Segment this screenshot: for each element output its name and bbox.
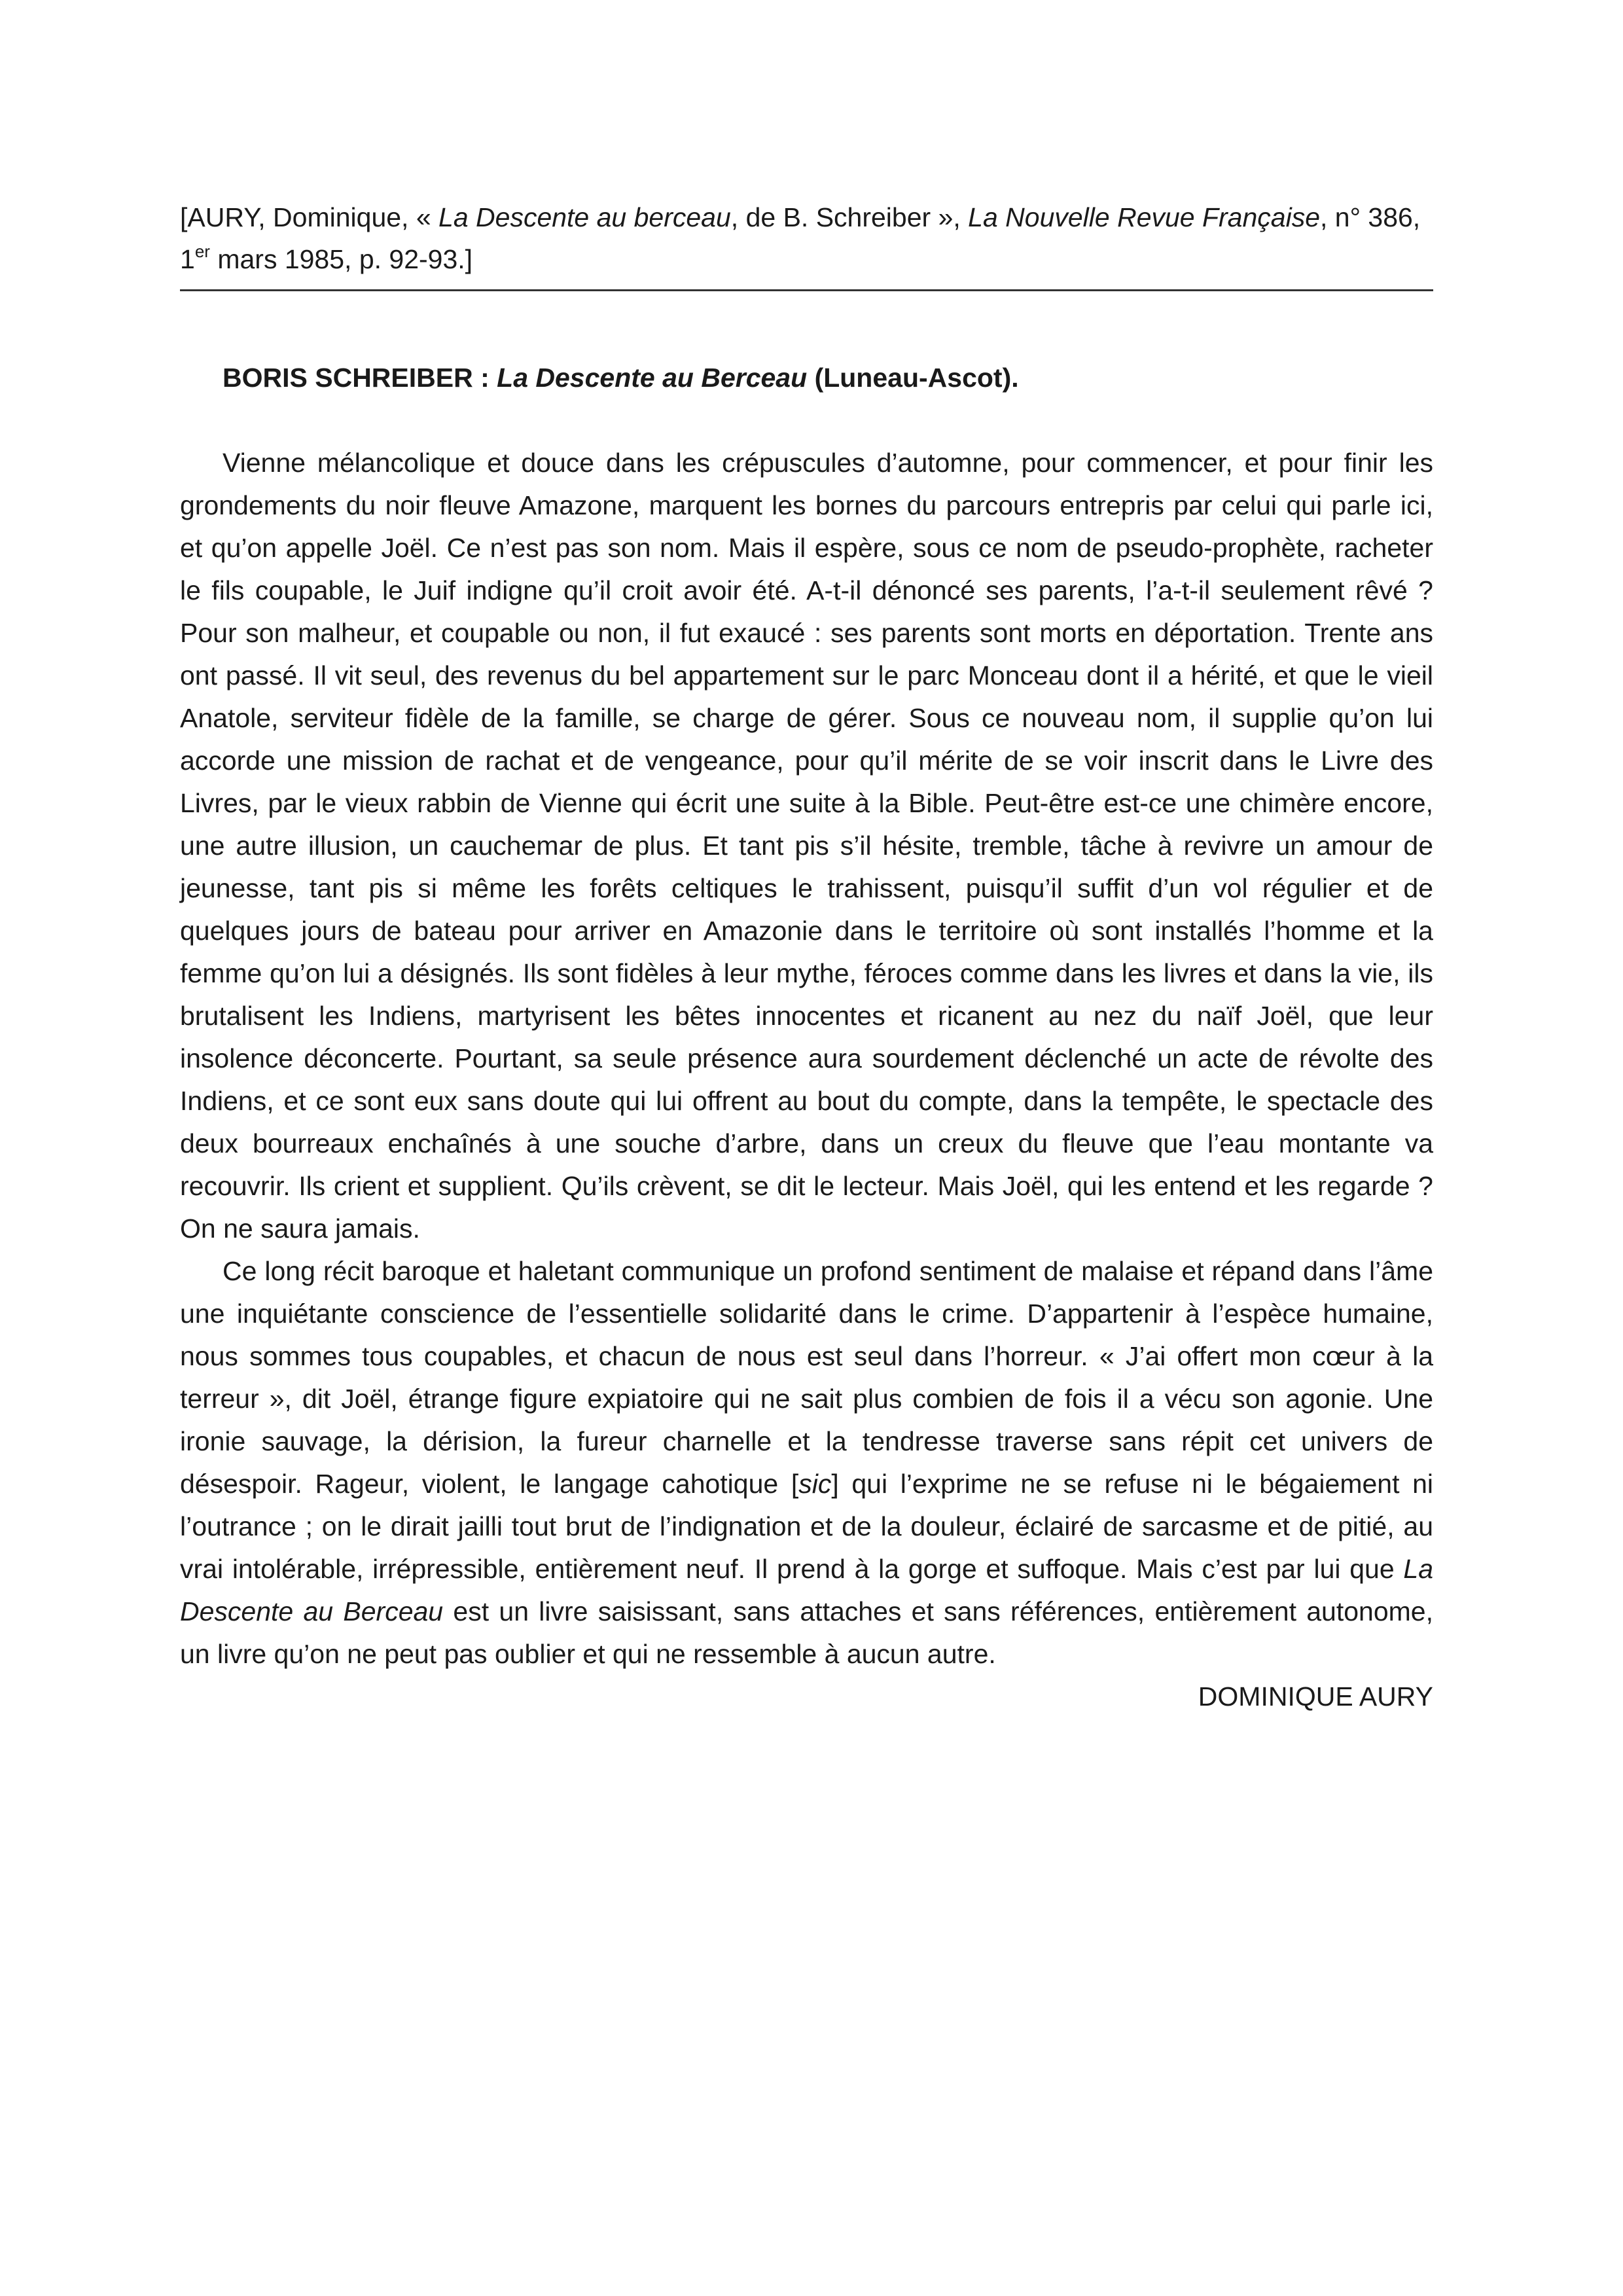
document-page [180, 196, 1433, 1718]
paragraph-2-book-title: La Descente au Berceau [180, 1554, 1433, 1626]
citation-line2-rest: mars 1985, p. 92-93.] [209, 244, 473, 274]
review-heading [180, 357, 1433, 399]
citation-day-suffix: er [194, 242, 210, 261]
paragraph-2-part-1: Ce long récit baroque et haletant communique un profond sentiment de malaise et répand dans l’âme une inquiétante conscience de l’essentielle solidarité dans le crime. D’appartenir à l’espèce humaine, nous sommes tous coupables, et chacun de nous est seul dans l’horreur. « J’ai offert mon cœur à la terreur », dit Joël, étrange figure expiatoire qui ne sait plus combien de fois il a vécu son agonie. Une ironie sauvage, la dérision, la fureur charnelle et la tendresse traverse sans répit cet univers de désespoir. Rageur, violent, le langage cahotique [ [180, 1256, 1433, 1499]
citation-line1-mid: , de B. Schreiber », [730, 202, 969, 232]
paragraph-2-part-3: est un livre saisissant, sans attaches et sans références, entièrement autonome, un livre qu’on ne peut pas oublier et qui ne ressemble à aucun autre. [180, 1596, 1434, 1669]
citation-line1-end: , n° 386, [1320, 202, 1421, 232]
citation-day: 1 [180, 244, 195, 274]
heading-publisher: (Luneau-Ascot). [807, 363, 1019, 393]
author-signature: DOMINIQUE AURY [1198, 1681, 1433, 1712]
heading-title: La Descente au Berceau [497, 363, 808, 393]
citation-journal: La Nouvelle Revue Française [968, 202, 1321, 232]
body-paragraph-1: Vienne mélancolique et douce dans les crépuscules d’automne, pour commencer, et pour finir les grondements du noir fleuve Amazone, marquent les bornes du parcours entrepris par celui qui parle ici, et qu’on appelle Joël. Ce n’est pas son nom. Mais il espère, sous ce nom de pseudo-prophète, racheter le fils coupable, le Juif indigne qu’il croit avoir été. A-t-il dénoncé ses parents, l’a-t-il seulement rêvé ? Pour son malheur, et coupable ou non, il fut exaucé : ses parents sont morts en déportation. Trente ans ont passé. Il vit seul, des revenus du bel appartement sur le parc Monceau dont il a hérité, et que le vieil Anatole, serviteur fidèle de la famille, se charge de gérer. Sous ce nouveau nom, il supplie qu’on lui accorde une mission de rachat et de vengeance, pour qu’il mérite de se voir inscrit dans le Livre des Livres, par le vieux rabbin de Vienne qui écrit une suite à la Bible. Peut-être est-ce une chimère encore, une autre illusion, un cauchemar de plus. Et tant pis s’il hésite, tremble, tâche à revivre un amour de jeunesse, tant pis si même les forêts celtiques le trahissent, puisqu’il suffit d’un vol régulier et de quelques jours de bateau pour arriver en Amazonie dans le territoire où sont installés l’homme et la femme qu’on lui a désignés. Ils sont fidèles à leur mythe, féroces comme dans les livres et dans la vie, ils brutalisent les Indiens, martyrisent les bêtes innocentes et ricanent au nez du naïf Joël, que leur insolence déconcerte. Pourtant, sa seule présence aura sourdement déclenché un acte de révolte des Indiens, et ce sont eux sans doute qui lui offrent au bout du compte, dans la tempête, le spectacle des deux bourreaux enchaînés à une souche d’arbre, dans un creux du fleuve que l’eau montante va recouvrir. Ils crient et supplient. Qu’ils crèvent, se dit le lecteur. Mais Joël, qui les entend et les regarde ? On ne saura jamais. [180, 448, 1433, 1244]
body-paragraph-2 [180, 1250, 1433, 1676]
citation-book-title: La Descente au berceau [438, 202, 731, 232]
sic-annotation: sic [798, 1469, 832, 1499]
bibliographic-citation [180, 196, 1433, 291]
citation-line1-start: [AURY, Dominique, « [180, 202, 439, 232]
review-body [180, 442, 1433, 1676]
heading-author: BORIS SCHREIBER : [223, 363, 497, 393]
paragraph-2-part-2: ] qui l’exprime ne se refuse ni le bégaiement ni l’outrance ; on le dirait jailli tout brut de l’indignation et de la douleur, éclairé de sarcasme et de pitié, au vrai intolérable, irrépressible, entièrement neuf. Il prend à la gorge et suffoque. Mais c’est par lui que [180, 1469, 1434, 1584]
